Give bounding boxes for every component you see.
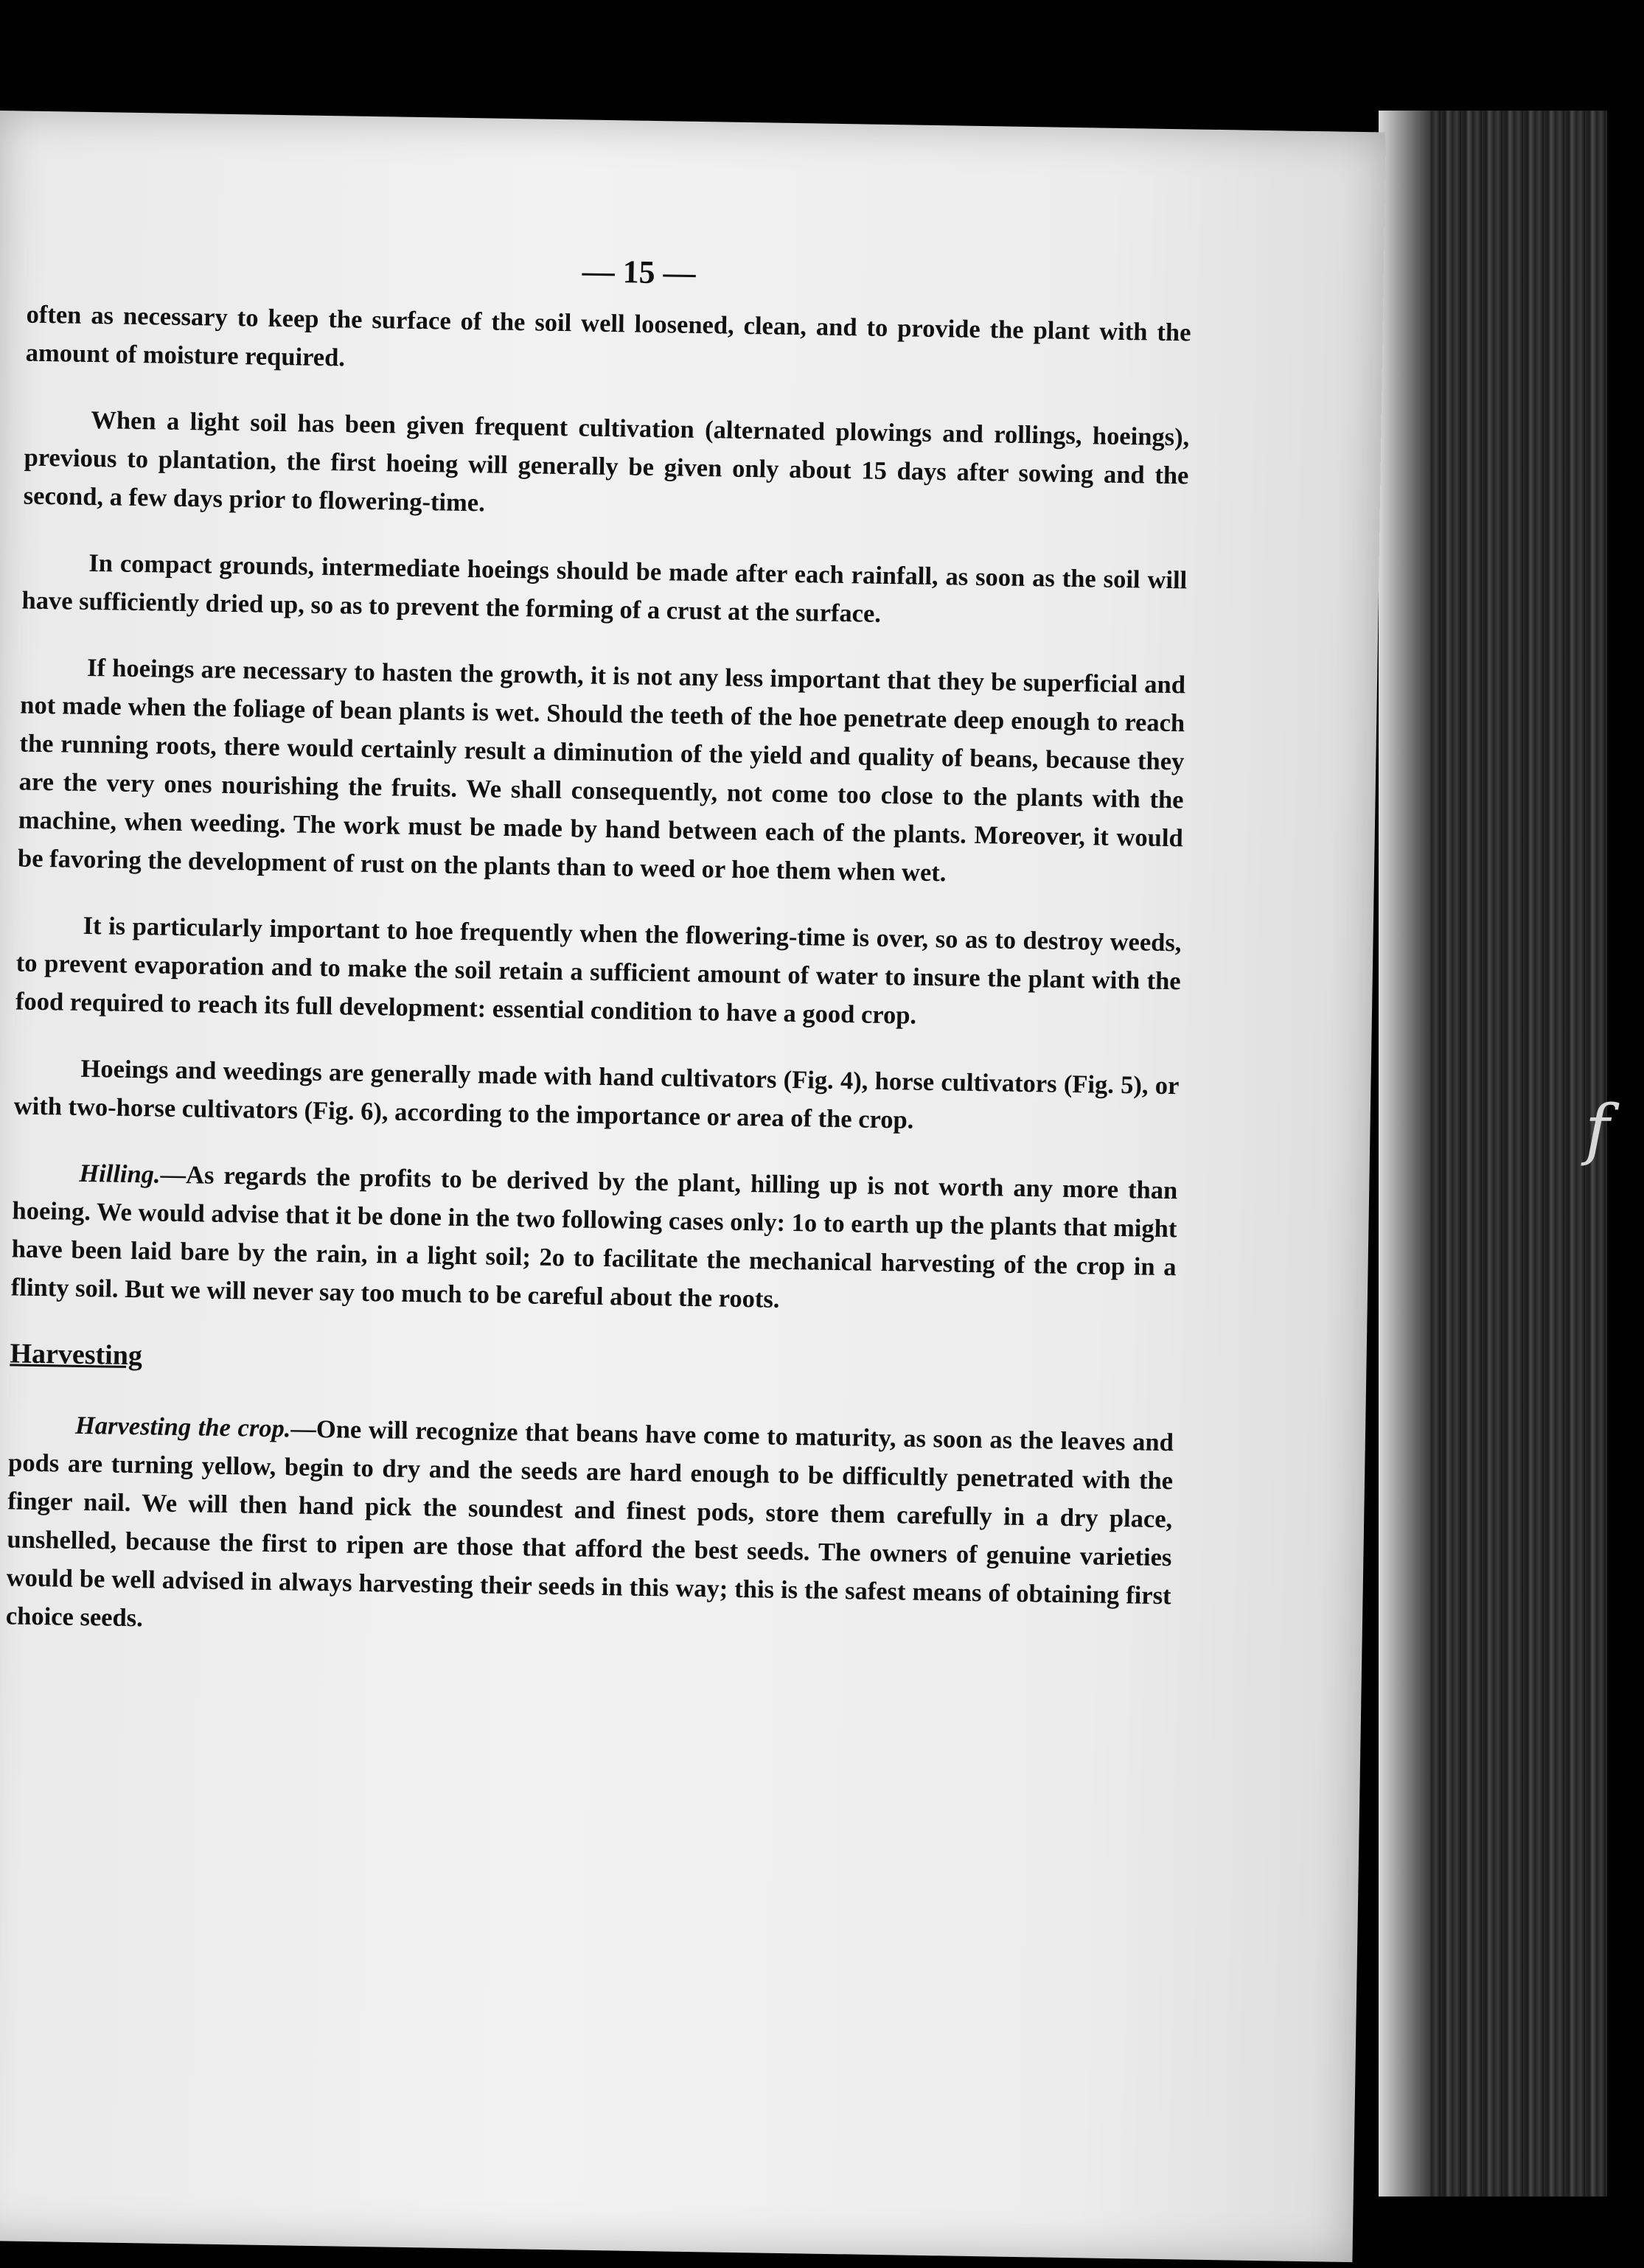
paragraph-text: —As regards the profits to be derived by the plant, hilling up is not worth any more than hoeing. We would advise that it be done in the two following cases only: 1o to earth up the plants that might have been laid bare by the rain, in a light soil; 2o to facilitate the mechanical harvesting of the crop in a flinty soil. But we will never say too much to be careful about the roots. <box>10 1160 1178 1313</box>
book-edge <box>1379 111 1610 2197</box>
paragraph-lead: Hilling. <box>79 1159 161 1189</box>
paragraph-text: Hoeings and weedings are generally made with hand cultivators (Fig. 4), horse cultivators (Fig. 5), or with two-horse cultivators (Fig. 6), according to the importance or area of the crop. <box>13 1054 1180 1134</box>
paragraph-text: It is particularly important to hoe frequently when the flowering-time is over, so as to destroy weeds, to prevent evaporation and to make the soil retain a sufficient amount of water to insure the plant with the food required to reach its full development: essential condition to have a good crop. <box>15 911 1182 1030</box>
paragraph-text: often as necessary to keep the surface of the soil well loosened, clean, and to provide the plant with the amount of moisture required. <box>25 300 1191 372</box>
paragraph-lead: Harvesting the crop. <box>74 1411 291 1443</box>
margin-handwritten-mark: f <box>1585 1091 1610 1168</box>
paragraph-harvesting <box>6 1405 1174 1653</box>
book-edge-highlight <box>1379 111 1430 2197</box>
page-content <box>5 111 1194 1682</box>
paragraph <box>21 543 1187 638</box>
paragraph <box>15 905 1182 1039</box>
page-number: — 15 — <box>582 253 697 291</box>
paragraph <box>13 1048 1179 1143</box>
paragraph-text: —One will recognize that beans have come to maturity, as soon as the leaves and pods are turning yellow, begin to dry and the seeds are hard enough to be difficultly penetrated with the finger nail. We will then hand pick the soundest and finest pods, store them carefully in a dry place, unshelled, because the first to ripen are those that afford the best seeds. The owners of genuine varieties would be well advised in always harvesting their seeds in this way; this is the safest means of obtaining first choice seeds. <box>5 1414 1174 1633</box>
paragraph <box>18 648 1186 896</box>
section-heading: Harvesting <box>10 1338 143 1372</box>
paragraph-text: When a light soil has been given frequent cultivation (alternated plowings and rollings, hoeings), previous to plantation, the first hoeing will generally be given only about 15 days after sowing and the second, a few days prior to flowering-time. <box>23 405 1190 517</box>
paragraph-text: In compact grounds, intermediate hoeings should be made after each rainfall, as soon as the soil will have sufficiently dried up, so as to prevent the forming of a crust at the surface. <box>21 548 1188 628</box>
paragraph <box>25 296 1191 391</box>
paragraph-text: If hoeings are necessary to hasten the growth, it is not any less important that they be superficial and not made when the foliage of bean plants is wet. Should the teeth of the hoe penetrate deep enough to reach the running roots, there would certainly result a diminution of the yield and quality of beans, because they are the very ones nourishing the fruits. We shall consequently, not come too close to the plants with the machine, when weeding. The work must be made by hand between each of the plants. Moreover, it would be favoring the development of rust on the plants than to weed or hoe them when wet. <box>17 653 1186 887</box>
paragraph <box>23 400 1189 534</box>
book-page <box>0 111 1386 2262</box>
paragraph-hilling <box>11 1153 1178 1325</box>
